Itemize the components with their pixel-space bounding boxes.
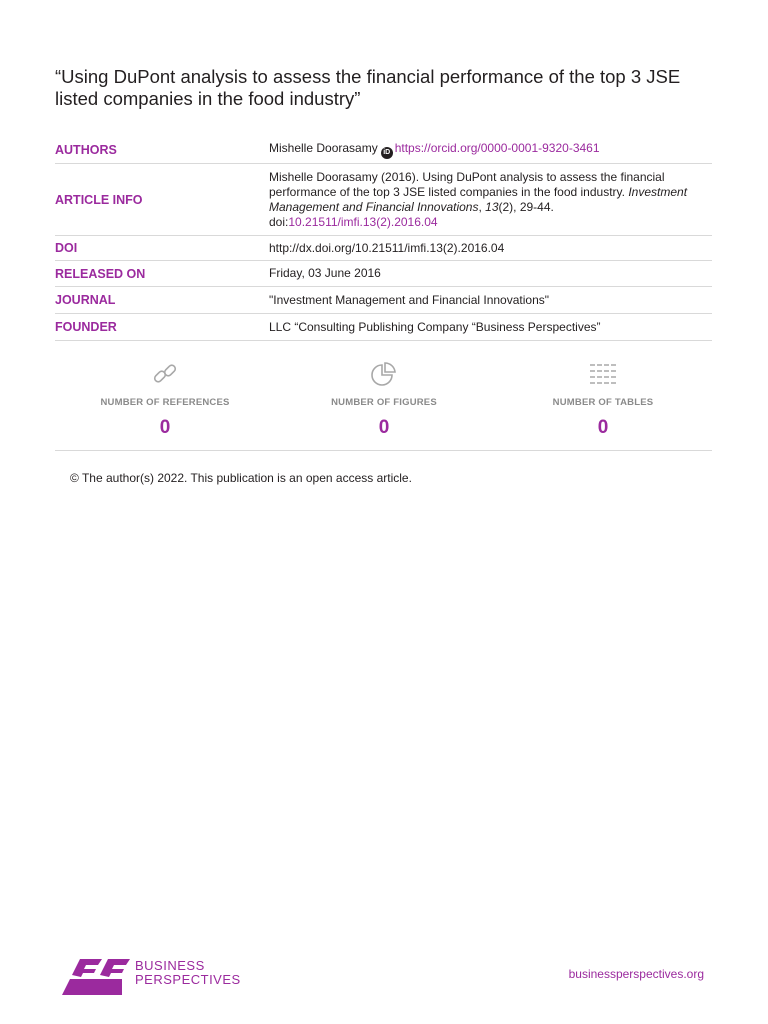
- article-title: “Using DuPont analysis to assess the financial performance of the top 3 JSE listed companies in the food industry”: [55, 66, 681, 109]
- article-info-row: [55, 164, 712, 236]
- logo-line-2: PERSPECTIVES: [135, 972, 241, 987]
- article-info-label: ARTICLE INFO: [55, 192, 143, 207]
- figures-count: 0: [378, 417, 390, 438]
- table-icon: [533, 360, 673, 388]
- journal-label: JOURNAL: [55, 293, 116, 307]
- article-info-table: [55, 136, 712, 341]
- references-label: NUMBER OF REFERENCES: [100, 397, 230, 408]
- doi-link[interactable]: 10.21511/imfi.13(2).2016.04: [288, 214, 438, 229]
- stat-figures: [314, 360, 454, 439]
- journal-name: Investment Management and Financial Innovations: [269, 184, 688, 214]
- journal-value: "Investment Management and Financial Innovations": [269, 292, 550, 307]
- founder-value: LLC “Consulting Publishing Company “Business Perspectives”: [269, 319, 601, 334]
- logo-line-1: BUSINESS: [135, 958, 205, 973]
- founder-row: [55, 314, 712, 341]
- figures-label: NUMBER OF FIGURES: [331, 397, 437, 408]
- copyright-notice: © The author(s) 2022. This publication is an open access article.: [70, 471, 412, 485]
- author-name: Mishelle Doorasamy: [269, 140, 378, 155]
- stat-references: [95, 360, 235, 439]
- released-label: RELEASED ON: [55, 266, 146, 281]
- authors-label: AUTHORS: [55, 142, 117, 157]
- released-row: [55, 261, 712, 287]
- link-icon: [95, 360, 235, 388]
- pie-chart-icon: [314, 360, 454, 388]
- stat-tables: [533, 360, 673, 439]
- volume: 13: [485, 199, 499, 214]
- logo-wordmark: [135, 959, 241, 987]
- authors-row: [55, 136, 712, 164]
- released-value: Friday, 03 June 2016: [269, 266, 381, 280]
- doi-value: http://dx.doi.org/10.21511/imfi.13(2).2016.04: [269, 240, 505, 255]
- doi-row: [55, 236, 712, 261]
- citation-text: Mishelle Doorasamy (2016). Using DuPont analysis to assess the financial performance of the top 3 JSE listed companies in the food industry. Investment Management and Financial Innovations, 13(2), 29-44. doi:10.21511/imfi.13(2).2016.04: [269, 169, 688, 229]
- journal-row: [55, 287, 712, 314]
- founder-label: FOUNDER: [55, 320, 117, 334]
- tables-label: NUMBER OF TABLES: [552, 397, 654, 408]
- orcid-link[interactable]: https://orcid.org/0000-0001-9320-3461: [394, 140, 600, 155]
- website-link[interactable]: businessperspectives.org: [568, 967, 704, 981]
- orcid-icon: iD: [381, 147, 393, 159]
- doi-label: DOI: [55, 241, 78, 255]
- tables-count: 0: [597, 417, 609, 438]
- references-count: 0: [159, 417, 171, 438]
- article-stats: [55, 360, 712, 451]
